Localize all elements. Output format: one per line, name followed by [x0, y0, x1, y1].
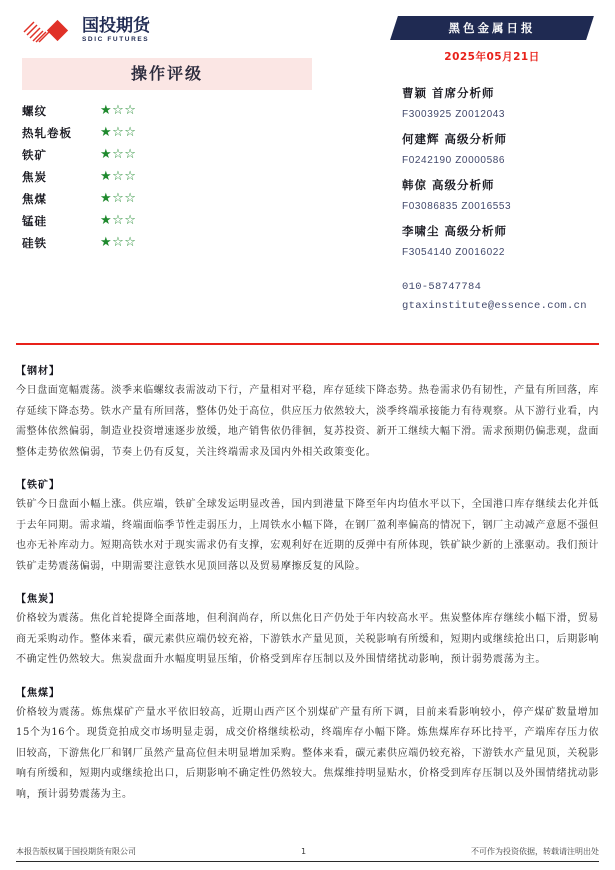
footer-page-number: 1: [300, 847, 307, 856]
analyst-license: F3003925 Z0012043: [402, 109, 506, 120]
section-heading: 【焦炭】: [16, 594, 60, 605]
section-steel: [16, 362, 599, 463]
sdic-logo-icon: [22, 18, 76, 44]
footer-disclaimer: 不可作为投资依据，转载请注明出处: [471, 847, 599, 856]
rating-row: [22, 210, 312, 231]
section-paragraph: 价格较为震荡。焦化首轮提降全面落地，但利润尚存，所以焦化日产仍处于年内较高水平。焦炭整体库存继续小幅下滑，贸易商无采购动作。整体来看，碳元素供应端仍较充裕，下游铁水产量见顶，关税影响有所缓和，短期内或继续抢出口，后期影响不确定性仍然较大。焦炭盘面升水幅度明显压缩，价格受到库存压制以及外围情绪扰动影响，预计弱势震荡为主。: [16, 613, 599, 665]
rating-stars: ★☆☆: [100, 103, 137, 118]
rating-item-label: 硅铁: [22, 235, 47, 250]
rating-item-label: 焦煤: [22, 191, 47, 206]
report-header: [0, 0, 615, 340]
analyst-name-title: 何建辉 高级分析师: [402, 132, 508, 146]
report-date: 2025年05月21日: [444, 51, 540, 63]
footer-row: [16, 846, 599, 861]
analyst-license: F3054140 Z0016022: [402, 247, 506, 258]
contact-email[interactable]: gtaxinstitute@essence.com.cn: [402, 300, 587, 312]
analyst-item: [402, 82, 603, 126]
rating-row: [22, 188, 312, 209]
rating-row: [22, 232, 312, 253]
analyst-name-title: 韩倞 高级分析师: [402, 178, 495, 192]
section-paragraph: 价格较为震荡。炼焦煤矿产量水平依旧较高，近期山西产区个别煤矿产量有所下调，目前来看影响较小，停产煤矿数量增加15个为16个。现货竞拍成交市场明显走弱，成交价格继续松动，终端库存小幅下降。炼焦煤库存环比持平，产端库存压力依旧较高，下游焦化厂和钢厂虽然产量高位但未明显增加采购。整体来看，碳元素供应端仍较充裕，下游铁水产量见顶，关税影响有所缓和，短期内或继续抢出口，后期影响不确定性仍然较大。焦煤维持明显贴水，价格受到库存压制以及外围情绪扰动影响，预计弱势震荡为主。: [16, 706, 599, 800]
analyst-name-title: 曹颖 首席分析师: [402, 86, 495, 100]
rating-stars: ★☆☆: [100, 125, 137, 140]
analyst-item: [402, 128, 603, 172]
rating-stars: ★☆☆: [100, 213, 137, 228]
rating-panel-title: 操作评级: [22, 58, 312, 90]
section-heading: 【焦煤】: [16, 687, 60, 699]
rating-item-label: 螺纹: [22, 103, 47, 118]
report-title: 黑色金属日报: [448, 21, 536, 35]
rating-row: [22, 144, 312, 165]
analyst-list: [388, 82, 603, 264]
logo-english-name: SDIC FUTURES: [82, 36, 150, 44]
report-title-banner: [394, 16, 590, 40]
rating-row: [22, 166, 312, 187]
header-divider: [16, 343, 599, 345]
section-heading: 【钢材】: [16, 366, 60, 377]
rating-stars: ★☆☆: [100, 235, 137, 250]
rating-item-label: 热轧卷板: [22, 125, 72, 140]
rating-item-label: 焦炭: [22, 169, 47, 184]
analyst-item: [402, 220, 603, 264]
rating-item-label: 锰硅: [22, 213, 47, 228]
analyst-name-title: 李啸尘 高级分析师: [402, 224, 508, 238]
analyst-license: F03086835 Z0016553: [402, 201, 512, 212]
section-heading: 【铁矿】: [16, 480, 60, 491]
rating-stars: ★☆☆: [100, 169, 137, 184]
page-footer: [16, 846, 599, 862]
analyst-license: F0242190 Z0000586: [402, 155, 506, 166]
report-body: [16, 362, 599, 818]
logo-text: [82, 18, 150, 44]
section-coke: [16, 590, 599, 671]
header-right-column: [388, 16, 603, 316]
rating-row: [22, 100, 312, 121]
analyst-item: [402, 174, 603, 218]
rating-list: [22, 100, 312, 253]
rating-item-label: 铁矿: [22, 147, 47, 162]
rating-row: [22, 122, 312, 143]
section-iron-ore: [16, 476, 599, 577]
contact-phone: 010-58747784: [402, 281, 482, 293]
section-coking-coal: [16, 684, 599, 806]
logo-chinese-name: 国投期货: [82, 16, 150, 37]
rating-stars: ★☆☆: [100, 191, 137, 206]
rating-stars: ★☆☆: [100, 147, 137, 162]
footer-divider: [16, 861, 599, 862]
company-logo: [22, 16, 312, 46]
contact-info: [388, 278, 603, 316]
section-paragraph: 今日盘面宽幅震荡。淡季来临螺纹表需波动下行，产量相对平稳，库存延续下降态势。热卷需求仍有韧性，产量有所回落，库存延续下降态势。铁水产量有所回落，整体仍处于高位，供应压力依然较大，淡季终端承接能力有待观察。从下游行业看，内需整体依然偏弱，制造业投资增速逐步放缓，地产销售依仍徘徊，复苏投资、新开工继续大幅下滑。需求预期仍偏悲观，盘面整体走势依然偏弱，节奏上仍有反复，关注终端需求及国内外相关政策变化。: [16, 385, 599, 458]
header-left-column: [22, 16, 312, 254]
footer-copyright: 本报告版权属于国投期货有限公司: [16, 847, 136, 856]
section-paragraph: 铁矿今日盘面小幅上涨。供应端，铁矿全球发运明显改善，国内到港量下降至年内均值水平以下，全国港口库存继续去化并低于去年同期。需求端，终端面临季节性走弱压力，上周铁水小幅下降，在钢厂盈利率偏高的情况下，钢厂主动减产意愿不强但也亦无补库动力。短期高铁水对于现实需求仍有支撑，宏观利好在近期的反弹中有所体现，铁矿缺少新的上涨驱动。我们预计铁矿走势震荡偏弱，中期需要注意铁水见顶回落以及贸易摩擦反复的风险。: [16, 499, 599, 572]
